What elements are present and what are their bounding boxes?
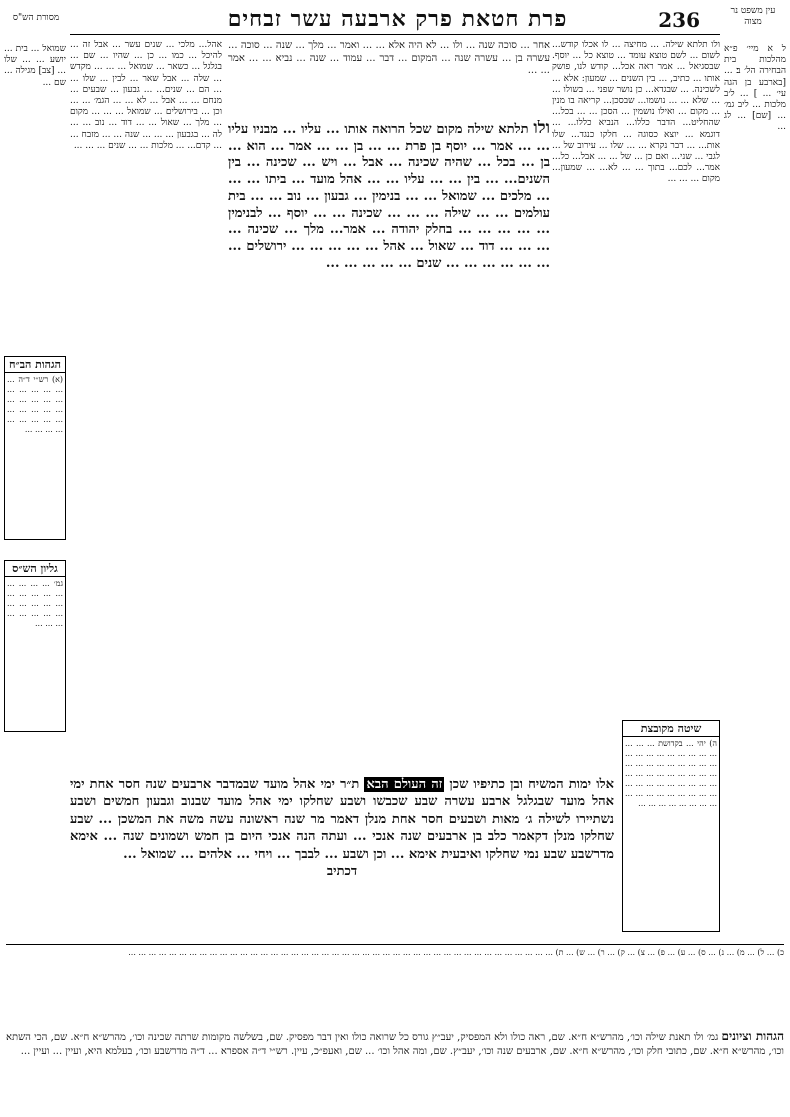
hagahot-vetziyunim-title: הגהות וציונים — [721, 1030, 784, 1043]
mesorot-margin: שמואל ... בית ... יושע ... ... שלו ... [צב] מגילה ... שם ... — [4, 44, 66, 88]
gemara-lead-word: ולו — [533, 120, 550, 138]
header-divider — [70, 34, 720, 35]
hagahot-habach-box — [4, 356, 66, 540]
hagahot-habach-body: (א) רש״י ד״ה ... ... ... ... ... ... ... ... ... ... ... ... ... ... ... ... ... ... ... ... ... ... ... ... ... — [7, 375, 63, 434]
hagahot-habach-title: הגהות הב״ח — [5, 357, 65, 373]
tosafot-commentary: אהל... מלכי ... שנים עשר ... אבל זה ... להיכל ... כמו ... כן ... שהיו ... שם ... בגלגל ... כשאר ... שמואל ... ... ... מקדש ... שלה ... אבל שאר ... לבין ... שלו ... ... הם ... שנים... ... גבעון ... שבעים ... מנחם ... ... אבל ... לא ... ... הגמ׳ ... ... וכן ... בירושלים ... שמואל ... ... ... מקום ... מלך ... שאול ... ... דוד ... נוב ... ... לה ... בגבעון ... ... ... שנה ... ... מזבח ... ... קדם... ... מלכות ... ... שנים ... ... ... — [70, 40, 222, 151]
hagahot-vetziyunim-text: גמ׳ ולו תאנת שילה וכו׳, מהרש״א ח״א. שם, ראה כולו ולא המפסיק, יעב״ץ גורס כל שרואה כולו ואין דבר מפסיק. שם, בשלשה מקומות שרתה שכינה וכו׳, מהרש״א ח״א. שם, הכי השתא וכו׳, מהרש״א ח״א. שם, כתובי חלק וכו׳, מהרש״א ח״א. שם, ארבעים שנה וכו׳, יעב״ץ. שם, ומה אהל וכו׳ ... שם, ואעפ״כ, עיין. רש״י ד״ה אספרא ... ד״ה מדרשבע וכו׳, בעלמא היא, ועיין ... ועיין ... — [6, 1032, 784, 1057]
gilyon-hashas-box — [4, 560, 66, 732]
gemara-continuation-last: דכתיב — [326, 864, 358, 880]
gilyon-hashas-body: גמ׳ ... ... ... ... ... ... ... ... ... ... ... ... ... ... ... ... ... ... ... ... ... ... — [7, 579, 63, 628]
page-header — [6, 6, 784, 36]
rashi-commentary: ולו תלתא שילה. ... מחיצה ... לו אכלו קודש... לשום ... לשם טוצא עומד ... טוצא כל ... יוסף. שבסגיאל ... אמר ראה אכל... קודש לנו, פושק אותו ... כתיב, ... בין השנים ... שמעון: אלא ... לשכינה. ... שבגדא... כן נושר שפני ... בשולו ... ... שלא ... ... נושמו... שבסכן... קריאה בו מנין ... מקום ... ואילו נושמין ... הסכן ... ... בכל... שהחליט... הדבר כללו... הנביא כללו... ... דוגמא ... יוצא כסוגה ... חלקו כנגד... שלו אות... ... דבר נקרא ... ... שלו ... עירוב של ... לגבי ... שני... ואם כן ... של ... ... אבל... כל... אמר... לכם... בתוך ... ... לא... ... שמעון... מקום ... ... ... — [552, 40, 720, 185]
shita-mekubetzet-box — [622, 720, 720, 932]
gemara-column — [228, 40, 550, 760]
page-title: פרת חטאת פרק ארבעה עשר זבחים — [227, 6, 568, 32]
shita-mekubetzet-body: ה) יהי ... בקדושת ... ... ... ... ... ... ... ... ... ... ... ... ... ... ... ... ... ... ... ... ... ... ... ... ... ... ... ... ... ... ... ... ... ... ... ... ... ... ... ... ... ... ... ... ... ... ... ... ... ... ... ... ... ... ... ... — [625, 739, 717, 808]
ein-mishpat-margin: ל א מיי׳ פ״א מהלכות בית הבחירה הל׳ ב׃ ... [בארבע בן הגה עי׳ ... ] ... ל׳ב מלכות ... ליב גמ׳ ... [שם] ... לג ... — [724, 44, 786, 133]
footnotes: כ) ... ל) ... מ) ... נ) ... ס) ... ע) ... פ) ... צ) ... ק) ... ר) ... ש) ... ת) ... ... ... ... ... ... ... ... ... ... ... ... ... ... ... ... ... ... ... ... ... ... ... ... ... ... ... ... ... ... ... ... ... ... ... ... ... ... ... ... ... ... — [6, 944, 784, 996]
shita-mekubetzet-title: שיטה מקובצת — [623, 721, 719, 737]
gemara-top-band: אחר ... סוכה שנה ... ולו ... לא היה אלא ... ... ואמר ... מלך ... שנה ... סוכה ... עשרה בן ... עשרה שנה ... המקום ... דבר ... עמוד ... שנה ... נביא ... ... אמר ... ... — [228, 40, 550, 77]
gemara-continuation-pre: אלו ימות המשיח ובן כתיפיו שכן — [444, 777, 614, 792]
highlighted-phrase: זה העולם הבא — [366, 777, 443, 792]
page-number: 236 — [658, 8, 700, 32]
mesorot-label: מסורת הש"ס — [12, 13, 60, 23]
gemara-continuation — [70, 776, 614, 936]
hagahot-vetziyunim — [6, 1030, 784, 1110]
gemara-main-text — [228, 120, 550, 750]
gilyon-hashas-title: גליון הש״ס — [5, 561, 65, 577]
gemara-text: תלתא שילה מקום שכל הרואה אותו ... עליו ... מבניו עליו ... ... אמר ... יוסף בן פרת ... ... בן ... ... אמר ... הוא ... בן ... בכל ... שהיה שכינה ... אבל ... ויש ... שכינה ... בין השנים... ... בין ... ... עליו ... ... אהל מועד ... ביתו ... ... ... מלכים ... שמואל ... ... בנימין ... גבעון ... נוב ... ... בית עולמים ... ... שילה ... ... ... שכינה ... ... יוסף ... לבנימין ... ... ... ... ... בחלק יהודה ... אמר... מלך ... שכינה ... ... ... ... דוד ... שאול ... אהל ... ... ... ... ... ירושלים ... ... ... ... ... ... ... שנים ... ... ... ... ... — [228, 122, 550, 271]
gemara-continuation-text: ת״ר ימי אהל מועד שבמדבר ארבעים שנה חסר אחת ימי אהל מועד שבגלגל ארבע עשרה שבע שכבשו ושבע שחלקו ימי אהל מועד שבנוב וגבעון חמשים ושבע נשתיירו לשילה ג׳ מאות ושבעים חסר אחת מנלן דאמר מר שנה ראשונה עשה משה את המשכן ... שבע שחלקו מנלן דקאמר כלב בן ארבעים שנה אנכי ... ועתה הנה אנכי היום בן חמש ושמונים שנה ... אימא מדרשבע שבע נמי שחלקו ואיבעית אימא ... וכן ושבע ... לבבך ... ויחי ... אלהים ... שמואל ... — [70, 777, 614, 862]
ein-mishpat-label: עין משפט נר מצוה — [730, 6, 776, 27]
